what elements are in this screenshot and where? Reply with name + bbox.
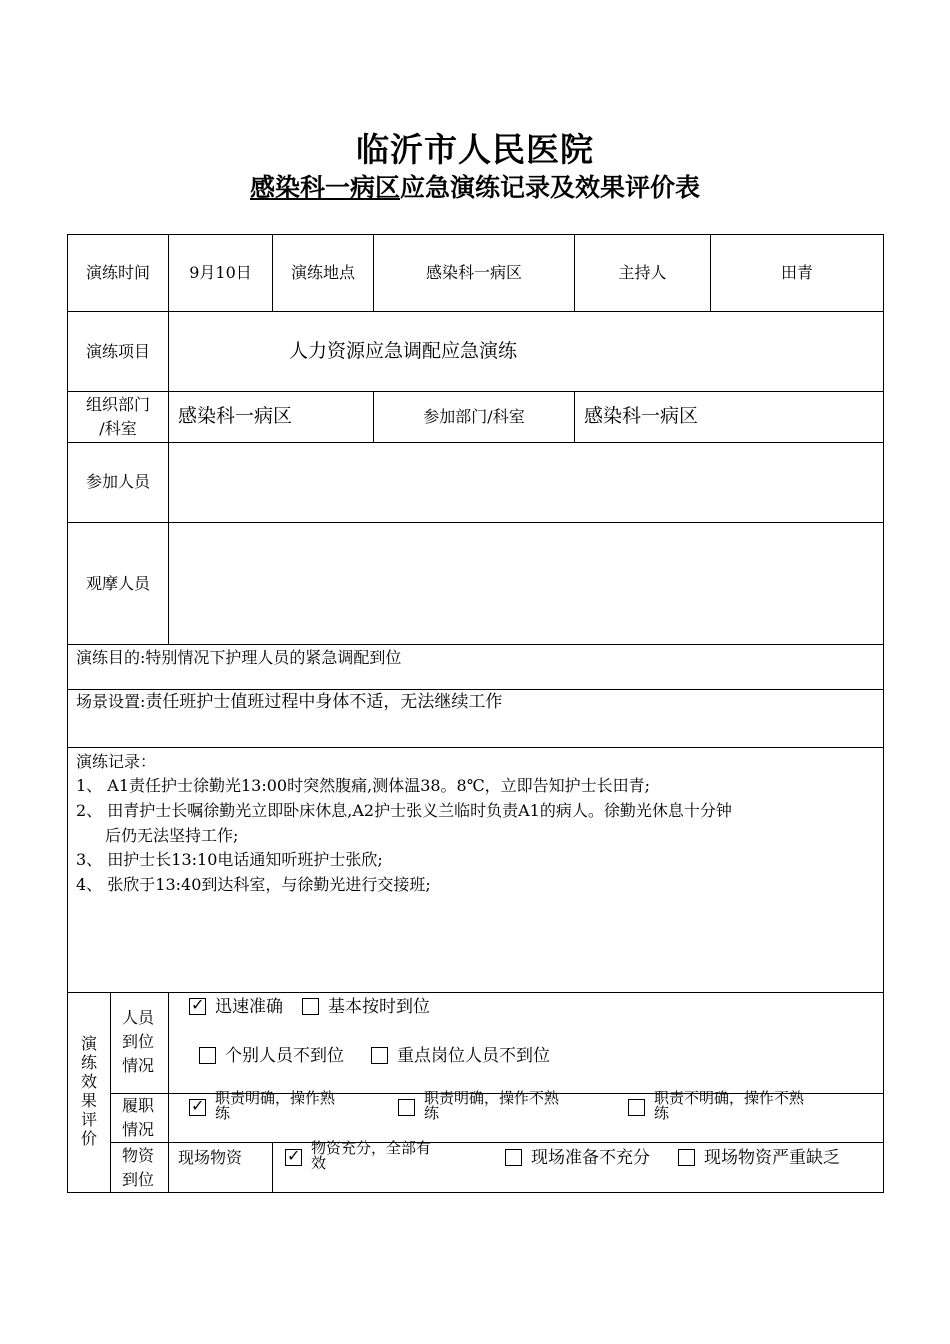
option-label: 迅速准确 [215, 997, 283, 1017]
table-border [67, 234, 68, 1193]
option-label: 重点岗位人员不到位 [397, 1046, 550, 1066]
drill-purpose: 演练目的:特别情况下护理人员的紧急调配到位 [76, 648, 402, 667]
table-border [883, 234, 884, 1193]
drill-place-value: 感染科一病区 [425, 263, 522, 282]
record-item-continued: 后仍无法坚持工作; [105, 826, 239, 845]
join-dept-value: 感染科一病区 [584, 405, 699, 427]
drill-project-value: 人力资源应急调配应急演练 [289, 340, 518, 362]
record-heading: 演练记录： [76, 752, 157, 771]
record-item: 3、 田护士长13:10电话通知听班护士张欣; [76, 850, 383, 869]
host-value: 田青 [780, 263, 813, 282]
table-border [67, 1192, 884, 1193]
organizer-label-line1: 组织部门 [85, 395, 150, 414]
option-label: 基本按时到位 [328, 997, 430, 1017]
option-label: 职责不明确，操作不熟 练 [654, 1089, 805, 1122]
table-divider [67, 442, 884, 443]
option-label: 职责明确，操作熟 练 [215, 1089, 336, 1122]
host-label: 主持人 [618, 263, 667, 282]
organizer-value: 感染科一病区 [178, 405, 293, 427]
checkbox-staff-fast[interactable] [189, 995, 206, 1015]
checkbox-staff-on-time[interactable] [302, 998, 319, 1015]
table-divider [67, 391, 884, 392]
record-item: 4、 张欣于13:40到达科室，与徐勤光进行交接班; [76, 875, 431, 894]
table-divider [272, 1142, 273, 1193]
table-divider [168, 234, 169, 645]
check-icon: ✓ [191, 995, 205, 1014]
option-label: 个别人员不到位 [225, 1046, 344, 1066]
table-divider [110, 992, 111, 1193]
table-divider [168, 992, 169, 1193]
document-title: 临沂市人民医院 [356, 130, 594, 169]
checkbox-duty-unclear-unskilled[interactable] [628, 1099, 645, 1116]
checkbox-staff-key-absent[interactable] [371, 1047, 388, 1064]
checkbox-staff-some-absent[interactable] [199, 1047, 216, 1064]
record-item: 2、 田青护士长嘱徐勤光立即卧床休息,A2护士张义兰临时负责A1的病人。徐勤光休息十分钟 [76, 801, 732, 820]
table-divider [67, 522, 884, 523]
check-icon: ✓ [287, 1146, 301, 1165]
scene-setting [76, 690, 876, 714]
check-icon: ✓ [191, 1096, 205, 1115]
table-divider [110, 1142, 884, 1143]
scene-value: 责任班护士值班过程中身体不适，无法继续工作 [145, 692, 503, 712]
table-divider [574, 391, 575, 443]
checkbox-material-severe-shortage[interactable] [678, 1149, 695, 1166]
table-divider [67, 644, 884, 645]
scene-label: 场景设置: [76, 692, 146, 711]
table-divider [67, 747, 884, 748]
evaluation-side-label: 演 练 效 果 评 价 [80, 1034, 97, 1148]
drill-time-label: 演练时间 [85, 263, 150, 282]
material-label: 物资 到位 [122, 1146, 155, 1189]
checkbox-material-insufficient[interactable] [505, 1149, 522, 1166]
organizer-label-line2: /科室 [99, 419, 137, 438]
checkbox-duty-clear-skilled[interactable] [189, 1096, 206, 1116]
subtitle-rest: 应急演练记录及效果评价表 [400, 173, 701, 202]
observers-label: 观摩人员 [85, 574, 150, 593]
option-label: 现场准备不充分 [531, 1148, 650, 1168]
checkbox-material-sufficient[interactable] [285, 1146, 302, 1166]
duty-performance-label: 履职 情况 [122, 1096, 155, 1139]
join-dept-label: 参加部门/科室 [423, 407, 525, 426]
table-divider [67, 311, 884, 312]
checkbox-duty-clear-unskilled[interactable] [398, 1099, 415, 1116]
subtitle-department: 感染科一病区 [249, 173, 400, 202]
participants-label: 参加人员 [85, 472, 150, 491]
option-label: 现场物资严重缺乏 [704, 1148, 840, 1168]
option-label: 物资充分，全部有 效 [311, 1139, 432, 1172]
option-label: 职责明确，操作不熟 练 [424, 1089, 560, 1122]
document-subtitle [0, 168, 950, 204]
table-border [67, 234, 884, 235]
drill-project-label: 演练项目 [85, 342, 150, 361]
drill-place-label: 演练地点 [290, 263, 355, 282]
staff-arrival-label: 人员 到位 情况 [122, 1008, 155, 1075]
onsite-material-label: 现场物资 [178, 1148, 243, 1167]
table-divider [67, 992, 884, 993]
record-item: 1、 A1责任护士徐勤光13:00时突然腹痛,测体温38。8℃，立即告知护士长田青; [76, 776, 651, 795]
drill-time-value: 9月10日 [189, 263, 252, 282]
